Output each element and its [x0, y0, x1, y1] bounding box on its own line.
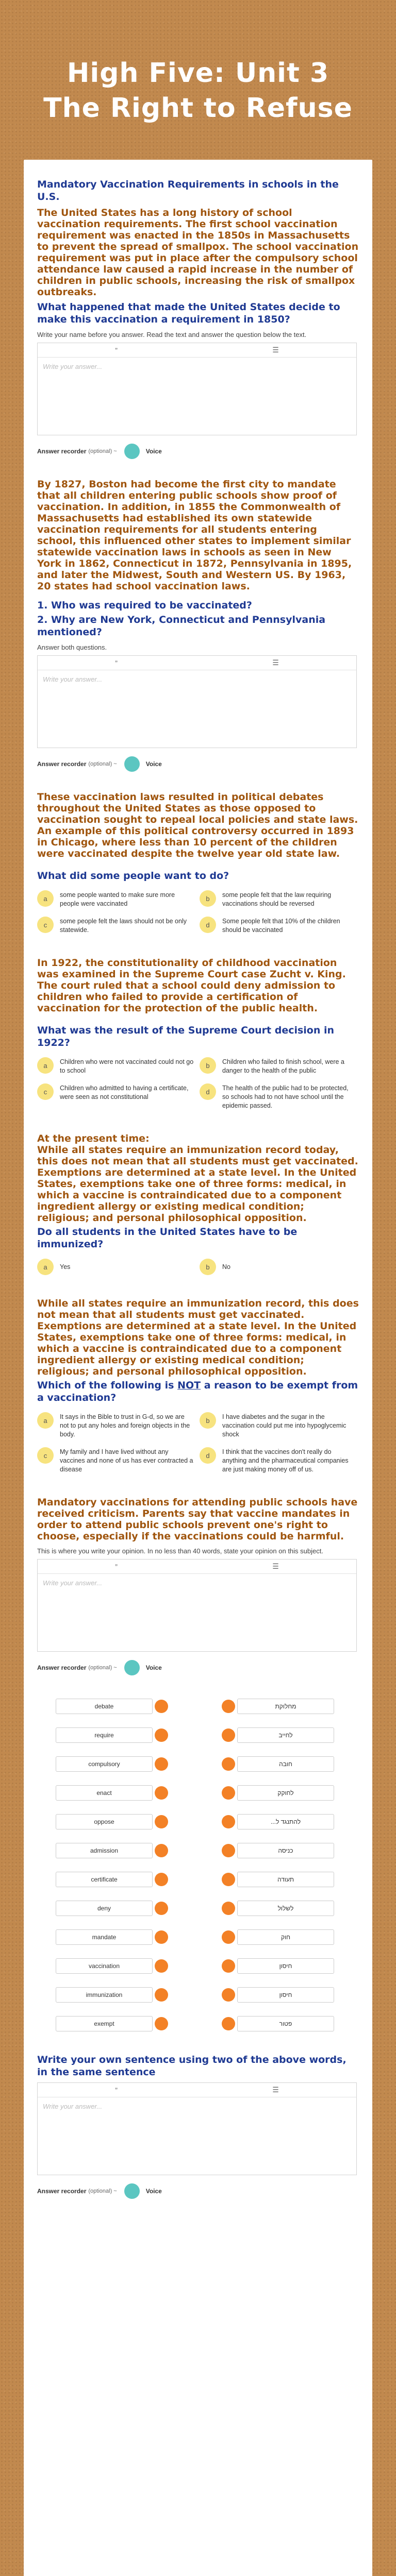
match-left-handle[interactable]	[155, 1902, 168, 1915]
answer-recorder-8: Answer recorder (optional) ~ Voice	[37, 2182, 359, 2200]
match-left-handle[interactable]	[155, 1873, 168, 1886]
match-right-term: פטור	[237, 2016, 334, 2031]
match-left-term: immunization	[56, 1987, 153, 2003]
match-row	[37, 1980, 359, 2009]
list-icon[interactable]: ☰	[272, 346, 279, 354]
match-left-term: exempt	[56, 2016, 153, 2031]
editor-toolbar	[38, 656, 356, 670]
match-row	[37, 1952, 359, 1980]
option[interactable]: b I have diabetes and the sugar in the vaccination could put me into hypoglycemic shock	[200, 1412, 357, 1439]
match-left-handle[interactable]	[155, 1930, 168, 1944]
instruction-1: Write your name before you answer. Read the text and answer the question below the text.	[37, 331, 307, 338]
options-3	[37, 890, 357, 935]
match-left-term: enact	[56, 1785, 153, 1801]
match-left-handle[interactable]	[155, 1988, 168, 2002]
match-row	[37, 2009, 359, 2038]
match-row	[37, 1721, 359, 1750]
match-row	[37, 1778, 359, 1807]
title-line-1: High Five: Unit 3	[67, 58, 329, 89]
match-right-term: חוק	[237, 1929, 334, 1945]
match-right-term: לחוקק	[237, 1785, 334, 1801]
option[interactable]: b some people felt that the law requiring vaccinations should be reversed	[200, 890, 357, 908]
match-row	[37, 1865, 359, 1894]
match-left-term: compulsory	[56, 1756, 153, 1772]
list-icon[interactable]: ☰	[272, 2086, 279, 2094]
match-right-handle[interactable]	[222, 1728, 235, 1742]
record-button[interactable]	[124, 756, 140, 772]
match-right-handle[interactable]	[222, 1700, 235, 1713]
question-3: What did some people want to do?	[37, 870, 229, 882]
match-right-term: חיסון	[237, 1958, 334, 1974]
question-5: Do all students in the United States have to be immunized?	[37, 1226, 298, 1250]
answer-textarea-2[interactable]: Write your answer...	[43, 675, 103, 683]
match-right-term: מחלוקת	[237, 1699, 334, 1714]
match-right-handle[interactable]	[222, 1902, 235, 1915]
quote-icon[interactable]: ”	[115, 658, 118, 667]
match-right-handle[interactable]	[222, 1757, 235, 1771]
reading-1: The United States has a long history of school vaccination requirements. The first school vaccination requirement was enacted in the 1850s in Massachusetts to prevent the spread of smallpox. The school vaccination requirement was put in place after the compulsory school attendance law caused a rapid increase in the number of children in public schools, increasing the risk of smallpox outbreaks.	[37, 207, 359, 298]
option[interactable]: d I think that the vaccines don't really do anything and the pharmaceutical companies are just making money off of us.	[200, 1447, 357, 1474]
match-right-term: להתנגד ל...	[237, 1814, 334, 1829]
match-row	[37, 1894, 359, 1923]
match-left-handle[interactable]	[155, 1786, 168, 1800]
title-line-2: The Right to Refuse	[43, 93, 353, 124]
match-row	[37, 1750, 359, 1778]
reading-5: At the present time: While all states require an immunization record today, this does not mean that all students must get vaccinated. Exemptions are determined at a state level. In the United States, exemptions take one of three forms: medical, in which a vaccine is contraindicated due to a component ingredient allergy or existing medical condition; religious; and personal philosophical opposition.	[37, 1133, 358, 1224]
editor-toolbar	[38, 2083, 356, 2097]
quote-icon[interactable]: ”	[115, 2086, 118, 2094]
option[interactable]: c Children who admitted to having a certificate, were seen as not constitutional	[37, 1083, 194, 1110]
answer-editor-8[interactable]	[37, 2082, 357, 2175]
worksheet	[24, 160, 372, 2576]
reading-6: While all states require an immunization record, this does not mean that all students must get vaccinated. Exemptions are determined at a state level. In the United States, exemptions take one of three forms: medical, in which a vaccine is contraindicated due to a component ingredient allergy or existing medical condition; religious; and personal philosophical opposition.	[37, 1298, 359, 1377]
answer-editor-1[interactable]	[37, 343, 357, 435]
quote-icon[interactable]: ”	[115, 346, 118, 354]
reading-3: These vaccination laws resulted in political debates throughout the United States as those opposed to vaccination sought to repeal local policies and state laws. An example of this political controversy occurred in 1893 in Chicago, where less than 10 percent of the children were vaccinated despite the twelve year old state law.	[37, 791, 358, 859]
match-left-term: admission	[56, 1843, 153, 1858]
match-right-handle[interactable]	[222, 1873, 235, 1886]
match-row	[37, 1923, 359, 1952]
match-left-term: debate	[56, 1699, 153, 1714]
match-right-term: כניסה	[237, 1843, 334, 1858]
match-right-term: תעודה	[237, 1872, 334, 1887]
instruction-7: This is where you write your opinion. In no less than 40 words, state your opinion on this subject.	[37, 1547, 323, 1555]
match-row	[37, 1836, 359, 1865]
reading-4: In 1922, the constitutionality of childhood vaccination was examined in the Supreme Court case Zucht v. King. The court ruled that a school could deny admission to children who failed to provide a certification of vaccination for the protection of the public health.	[37, 957, 346, 1014]
reading-7: Mandatory vaccinations for attending public schools have received criticism. Parents say that vaccine mandates in order to attend public schools prevent one's right to choose, especially if the vaccinations could be harmful.	[37, 1497, 358, 1542]
match-right-handle[interactable]	[222, 1988, 235, 2002]
list-icon[interactable]: ☰	[272, 658, 279, 667]
question-1: What happened that made the United States decide to make this vaccination a requirement in 1850?	[37, 301, 340, 325]
match-left-term: oppose	[56, 1814, 153, 1829]
option[interactable]: c some people felt the laws should not be only statewide.	[37, 917, 194, 935]
match-left-handle[interactable]	[155, 1728, 168, 1742]
answer-recorder-2: Answer recorder (optional) ~ Voice	[37, 755, 359, 773]
answer-textarea-8[interactable]: Write your answer...	[43, 2103, 103, 2110]
option[interactable]: a Yes	[37, 1259, 194, 1275]
match-left-term: require	[56, 1727, 153, 1743]
match-row	[37, 1692, 359, 1721]
match-right-handle[interactable]	[222, 1959, 235, 1973]
options-6	[37, 1412, 357, 1474]
match-right-term: לשלול	[237, 1901, 334, 1916]
match-left-handle[interactable]	[155, 1844, 168, 1857]
match-right-handle[interactable]	[222, 1844, 235, 1857]
match-left-handle[interactable]	[155, 1700, 168, 1713]
match-left-term: deny	[56, 1901, 153, 1916]
match-left-handle[interactable]	[155, 1815, 168, 1828]
option[interactable]: d Some people felt that 10% of the children should be vaccinated	[200, 917, 357, 935]
record-button[interactable]	[124, 1660, 140, 1675]
answer-editor-2[interactable]	[37, 655, 357, 748]
page-title	[0, 0, 396, 126]
match-row	[37, 1807, 359, 1836]
answer-recorder-7: Answer recorder (optional) ~ Voice	[37, 1659, 359, 1676]
answer-textarea-1[interactable]: Write your answer...	[43, 363, 103, 370]
editor-toolbar	[38, 1560, 356, 1574]
match-left-term: mandate	[56, 1929, 153, 1945]
match-right-handle[interactable]	[222, 1930, 235, 1944]
answer-recorder-1: Answer recorder (optional) ~ Voice	[37, 443, 359, 460]
editor-toolbar	[38, 343, 356, 358]
answer-textarea-7[interactable]: Write your answer...	[43, 1579, 103, 1587]
answer-editor-7[interactable]	[37, 1559, 357, 1652]
matching-exercise	[37, 1692, 359, 2038]
options-4	[37, 1057, 357, 1110]
list-icon[interactable]: ☰	[272, 1562, 279, 1570]
question-6: Which of the following is NOT a reason to be exempt from a vaccination?	[37, 1380, 358, 1403]
record-button[interactable]	[124, 2183, 140, 2199]
match-left-handle[interactable]	[155, 1959, 168, 1973]
option[interactable]: b Children who failed to finish school, were a danger to the health of the public	[200, 1057, 357, 1075]
section-title: Mandatory Vaccination Requirements in schools in the U.S.	[37, 179, 339, 202]
match-left-term: vaccination	[56, 1958, 153, 1974]
match-left-handle[interactable]	[155, 2017, 168, 2030]
options-5	[37, 1259, 357, 1275]
match-right-handle[interactable]	[222, 1815, 235, 1828]
option[interactable]: d The health of the public had to be protected, so schools had to not have school until the epidemic passed.	[200, 1083, 357, 1110]
match-right-handle[interactable]	[222, 2017, 235, 2030]
question-4: What was the result of the Supreme Court decision in 1922?	[37, 1025, 335, 1048]
match-left-term: certificate	[56, 1872, 153, 1887]
question-2a: 1. Who was required to be vaccinated?	[37, 600, 252, 611]
match-right-term: לחייב	[237, 1727, 334, 1743]
question-8: Write your own sentence using two of the above words, in the same sentence	[37, 2054, 346, 2078]
option[interactable]: b No	[200, 1259, 357, 1275]
match-right-term: חובה	[237, 1756, 334, 1772]
question-2b: 2. Why are New York, Connecticut and Pennsylvania mentioned?	[37, 614, 326, 638]
match-left-handle[interactable]	[155, 1757, 168, 1771]
reading-2: By 1827, Boston had become the first city to mandate that all children entering public schools show proof of vaccination. In addition, in 1855 the Commonwealth of Massachusetts had established its own statewide vaccination requirements for all students entering school, this influenced other states to implement similar statewide vaccination laws in schools as seen in New York in 1862, Connecticut in 1872, Pennsylvania in 1895, and later the Midwest, South and Western US. By 1963, 20 states had school vaccination laws.	[37, 479, 352, 592]
option[interactable]: a Children who were not vaccinated could not go to school	[37, 1057, 194, 1075]
quote-icon[interactable]: ”	[115, 1562, 118, 1571]
option[interactable]: c My family and I have lived without any vaccines and none of us has ever contracted a disease	[37, 1447, 194, 1474]
instruction-2: Answer both questions.	[37, 643, 107, 651]
option[interactable]: a some people wanted to make sure more people were vaccinated	[37, 890, 194, 908]
match-right-term: חיסון	[237, 1987, 334, 2003]
record-button[interactable]	[124, 444, 140, 459]
option[interactable]: a It says in the Bible to trust in G-d, so we are not to put any holes and foreign objects in the body.	[37, 1412, 194, 1439]
match-right-handle[interactable]	[222, 1786, 235, 1800]
